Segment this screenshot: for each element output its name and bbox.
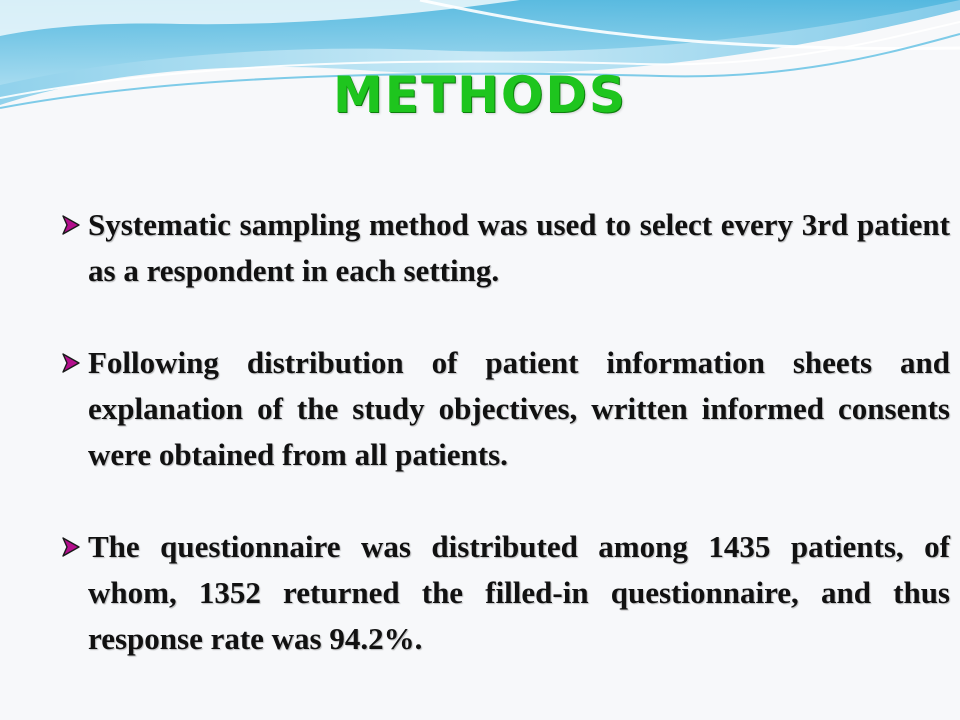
arrow-bullet-icon: [60, 352, 82, 374]
bullet-item: [60, 340, 950, 478]
arrow-bullet-icon: [60, 214, 82, 236]
bullet-text: The questionnaire was distributed among 1435 patients, of whom, 1352 returned the filled-in questionnaire, and thus response rate was 94.2%.: [88, 529, 950, 656]
bullet-item: [60, 202, 950, 294]
arrow-bullet-icon: [60, 536, 82, 558]
slide-title: METHODS: [333, 66, 627, 124]
bullet-text: Following distribution of patient information sheets and explanation of the study objectives, written informed consents were obtained from all patients.: [88, 345, 950, 472]
bullet-text: Systematic sampling method was used to select every 3rd patient as a respondent in each setting.: [88, 207, 950, 288]
bullet-list: [60, 202, 950, 708]
bullet-item: [60, 524, 950, 662]
